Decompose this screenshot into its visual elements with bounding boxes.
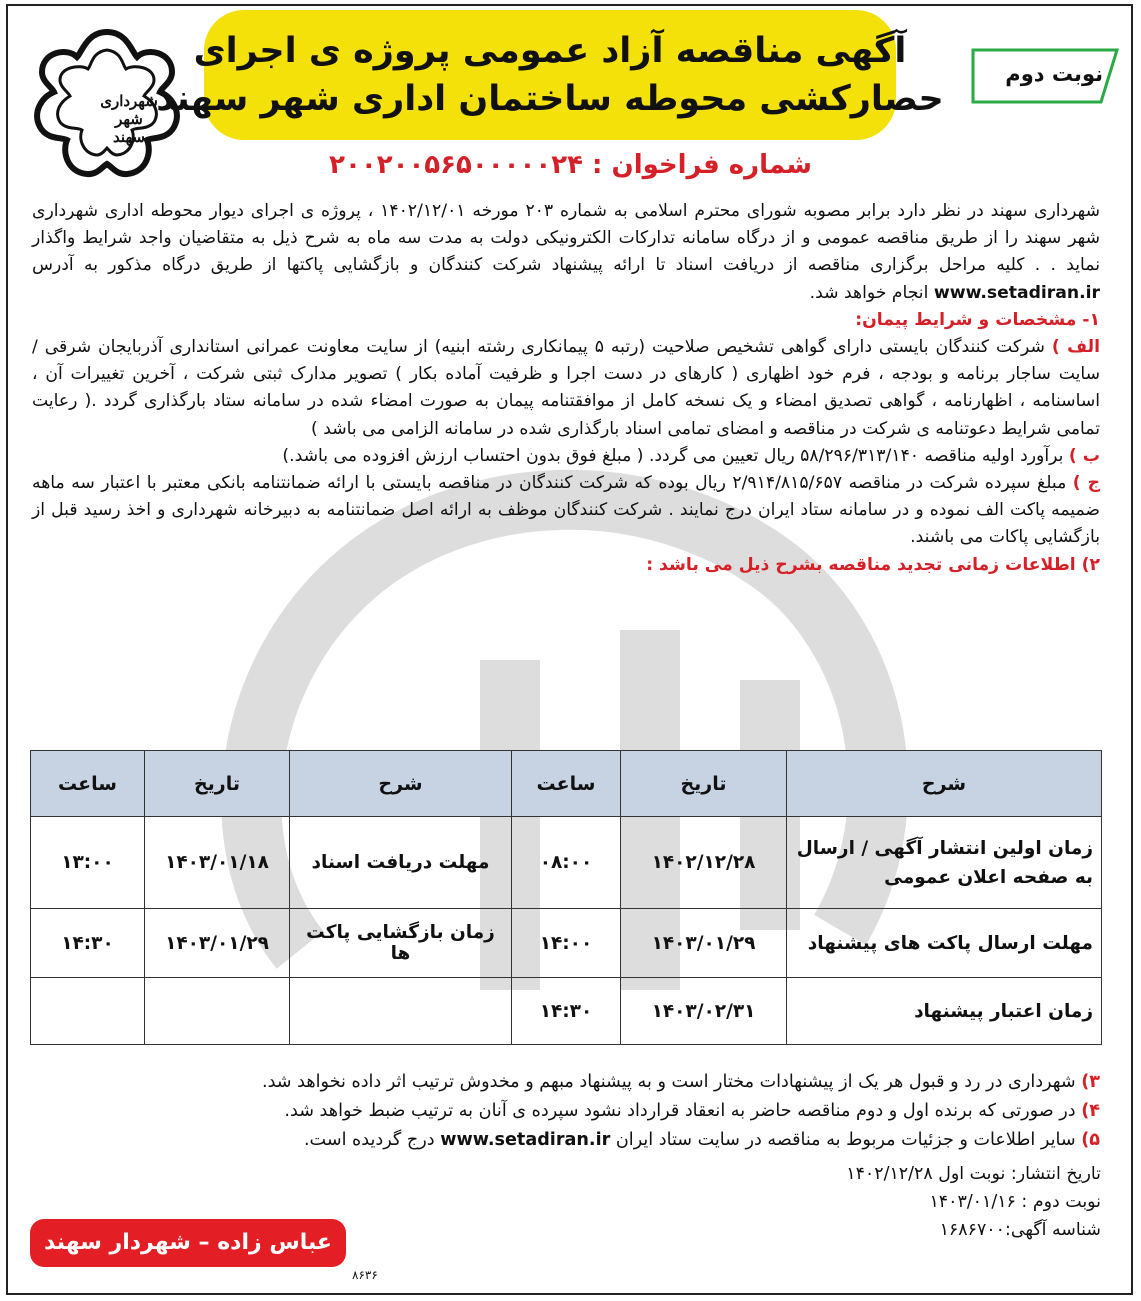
ad-id: شناسه آگهی:۱۶۸۶۷۰۰: [939, 1220, 1101, 1240]
item-b: ب ) برآورد اولیه مناقصه ۵۸/۲۹۶/۳۱۳/۱۴۰ ریال تعیین می گردد. ( مبلغ فوق بدون احتساب ارزش افزوده می باشد.): [282, 445, 1100, 466]
table-cell: [290, 978, 512, 1045]
header-description: شرح: [787, 751, 1102, 817]
setadiran-link[interactable]: www.setadiran.ir: [440, 1130, 611, 1150]
call-number: شماره فراخوان : ۲۰۰۲۰۰۵۶۵۰۰۰۰۰۲۴: [329, 150, 812, 180]
table-row: [31, 978, 1102, 1045]
table-cell: زمان اعتبار پیشنهاد: [787, 978, 1102, 1045]
table-cell: ۱۳:۰۰: [31, 817, 145, 909]
table-row: [31, 909, 1102, 978]
header-time: ساعت: [31, 751, 145, 817]
title-line-1: آگهی مناقصه آزاد عمومی پروژه ی اجرای: [193, 31, 907, 71]
announcement-body: [32, 198, 1100, 579]
table-header-row: [31, 751, 1102, 817]
header-date: تاریخ: [145, 751, 290, 817]
schedule-table: [30, 750, 1102, 1045]
item-c: ج ) مبلغ سپرده شرکت در مناقصه ۲/۹۱۴/۸۱۵/۶۵۷ ریال بوده که شرکت کنندگان در مناقصه بایستی با ارائه ضمانتنامه بانکی معتبر با اعتبار سه ماهه ضمیمه پاکت الف نموده و در سامانه ستاد ایران درج نمایند . شرکت کنندگان موظف به ارائه اصل ضمانتنامه به دبیرخانه شهرداری و اخذ رسید قبل از بازگشایی پاکات می باشند.: [32, 473, 1101, 548]
table-cell: [145, 978, 290, 1045]
table-cell: ۱۴۰۳/۰۲/۳۱: [621, 978, 787, 1045]
ad-code: ۸۶۳۶: [352, 1268, 378, 1282]
title-line-2: حصارکشی محوطه ساختمان اداری شهر سهند: [156, 79, 944, 119]
table-cell: ۱۴۰۳/۰۱/۲۹: [621, 909, 787, 978]
table-cell: ۱۴۰۲/۱۲/۲۸: [621, 817, 787, 909]
note-3: ۳) شهرداری در رد و قبول هر یک از پیشنهادات مختار است و به پیشنهاد مبهم و مخدوش ترتیب اثر داده نخواهد شد.: [261, 1072, 1100, 1092]
round-label: نوبت دوم: [1005, 62, 1103, 86]
publication-info: [681, 1160, 1101, 1244]
table-cell: ۱۴:۰۰: [512, 909, 621, 978]
header-description: شرح: [290, 751, 512, 817]
table-cell: ۱۴۰۳/۰۱/۱۸: [145, 817, 290, 909]
setadiran-link[interactable]: www.setadiran.ir: [933, 282, 1100, 303]
header-time: ساعت: [512, 751, 621, 817]
table-cell: ۱۴:۳۰: [512, 978, 621, 1045]
publication-first: تاریخ انتشار: نوبت اول ۱۴۰۲/۱۲/۲۸: [846, 1164, 1101, 1184]
table-cell: [31, 978, 145, 1045]
section1-heading: ۱- مشخصات و شرایط پیمان:: [855, 309, 1100, 330]
table-cell: زمان اولین انتشار آگهی / ارسال به صفحه اعلان عمومی: [787, 817, 1102, 909]
table-cell: زمان بازگشایی پاکت ها: [290, 909, 512, 978]
table-cell: مهلت دریافت اسناد: [290, 817, 512, 909]
table-row: [31, 817, 1102, 909]
note-5: ۵) سایر اطلاعات و جزئیات مربوط به مناقصه در سایت ستاد ایران www.setadiran.ir درج گردیده است.: [303, 1130, 1100, 1150]
header-date: تاریخ: [621, 751, 787, 817]
table-cell: ۰۸:۰۰: [512, 817, 621, 909]
table-cell: ۱۴۰۳/۰۱/۲۹: [145, 909, 290, 978]
table-cell: ۱۴:۳۰: [31, 909, 145, 978]
intro-paragraph: شهرداری سهند در نظر دارد برابر مصوبه شورای محترم اسلامی به شماره ۲۰۳ مورخه ۱۴۰۲/۱۲/۰۱ ، پروژه ی اجرای دیوار محوطه اداری شهرداری شهر سهند را از طریق مناقصه عمومی و از درگاه سامانه تدارکات الکترونیکی دولت به مدت سه ماه به شرح ذیل به متقاضیان واجد شرایط واگذار نماید . . کلیه مراحل برگزاری مناقصه از دریافت اسناد تا ارائه پیشنهاد شرکت کنندگان و بازگشایی پاکتها از طریق درگاه مذکور به آدرس www.setadiran.ir انجام خواهد شد.: [32, 201, 1100, 303]
logo-wordmark: شهرداری شهر سهند: [100, 92, 158, 146]
item-a: الف ) شرکت کنندگان بایستی دارای گواهی تشخیص صلاحیت (رتبه ۵ پیمانکاری رشته ابنیه) از سایت معاونت عمرانی استانداری آذربایجان شرقی / سایت ساجار برنامه و بودجه ، فرم خود اظهاری ( کارهای در دست اجرا و ظرفیت آماده بکار ) تصویر مدارک ثبتی شرکت ، آخرین تغییرات آن ، اساسنامه ، اظهارنامه ، گواهی تصدیق امضاء و یک نسخه کامل از موافقتنامه پیمان به صورت امضاء شده در سامانه ستاد بارگذاری گردد .( رعایت تمامی شرایط دعوتنامه ی شرکت در مناقصه و امضای تمامی اسناد بارگذاری شده در سامانه الزامی می باشد ): [32, 337, 1100, 439]
notes-list: [32, 1068, 1100, 1155]
title-banner: [156, 10, 944, 140]
section2-heading: ۲) اطلاعات زمانی تجدید مناقصه بشرح ذیل می باشد :: [646, 554, 1100, 575]
mayor-signature: عباس زاده – شهردار سهند: [30, 1219, 346, 1267]
publication-second: نوبت دوم : ۱۴۰۳/۰۱/۱۶: [929, 1192, 1101, 1212]
note-4: ۴) در صورتی که برنده اول و دوم مناقصه حاضر به انعقاد قرارداد نشود سپرده ی آنان به ترتیب ضبط خواهد شد.: [284, 1101, 1100, 1121]
table-cell: مهلت ارسال پاکت های پیشنهاد: [787, 909, 1102, 978]
